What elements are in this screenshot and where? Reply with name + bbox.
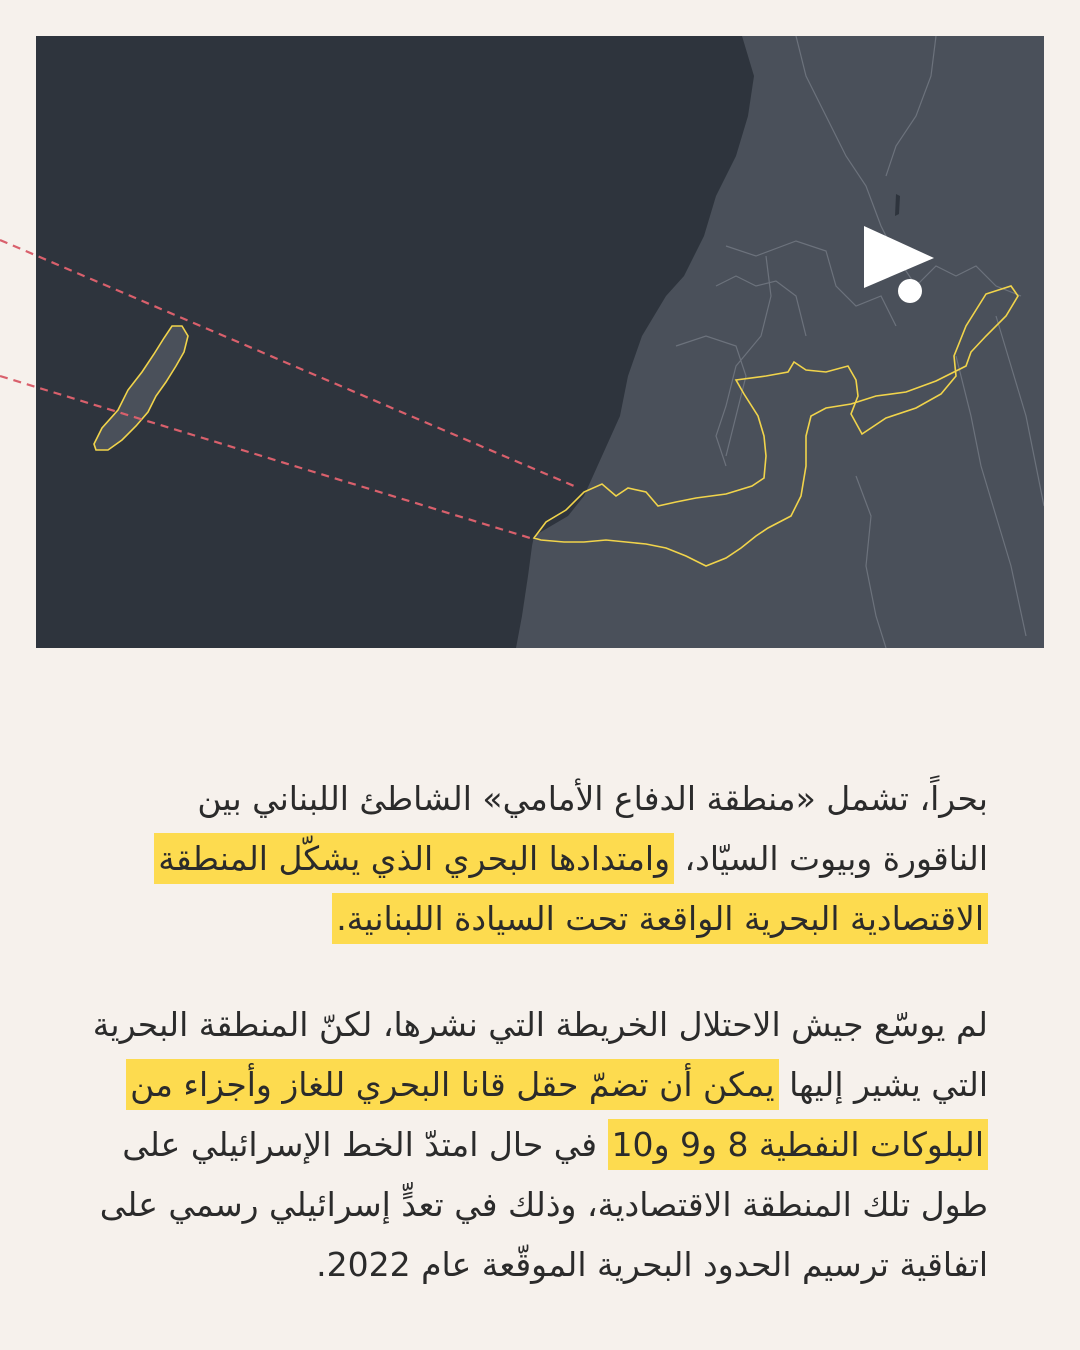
paragraph-2-highlight: يمكن أن تضمّ حقل قانا البحري للغاز وأجزاء من البلوكات النفطية 8 و9 و10	[126, 1059, 988, 1170]
paragraph-1-text: بحراً، تشمل «منطقة الدفاع الأمامي» الشاطئ اللبناني بين الناقورة وبيوت السيّاد،	[197, 779, 988, 878]
map-canvas	[36, 36, 1044, 648]
paragraph-2	[88, 995, 988, 1295]
location-dot-icon	[898, 279, 922, 303]
paragraph-2-text: لم يوسّع جيش الاحتلال الخريطة التي نشرها، لكنّ المنطقة البحرية التي يشير إليها	[92, 1005, 988, 1104]
paragraph-2-text-end: في حال امتدّ الخط الإسرائيلي على طول تلك المنطقة الاقتصادية، وذلك في تعدٍّ إسرائيلي رسمي على اتفاقية ترسيم الحدود البحرية الموقّعة عام 2022.	[99, 1125, 988, 1284]
paragraph-1	[88, 769, 988, 949]
land-area	[516, 36, 1044, 648]
map	[36, 36, 1044, 648]
qana-field-outline	[94, 326, 188, 450]
paragraph-1-highlight: وامتدادها البحري الذي يشكّل المنطقة الاقتصادية البحرية الواقعة تحت السيادة اللبنانية.	[154, 833, 988, 944]
